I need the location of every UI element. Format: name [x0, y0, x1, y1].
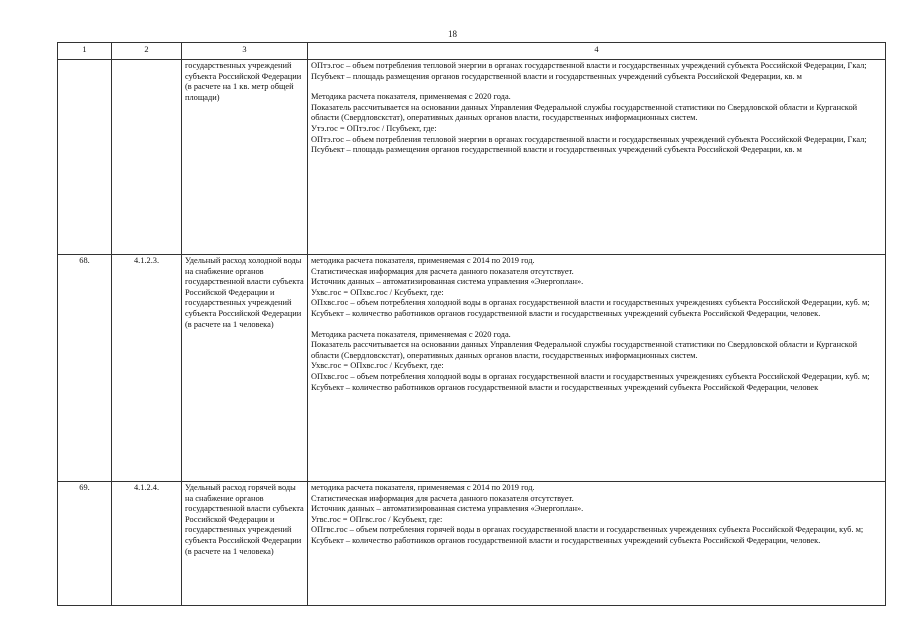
indicator-name: Удельный расход холодной воды на снабжение органов государственной власти субъекта Российской Федерации и государственных учреждений субъекта Российской Федерации (в расчете на 1 человека) — [182, 255, 308, 482]
table-row — [58, 60, 886, 255]
methodology-line: Ксубъект – количество работников органов государственной власти и государственных учреждений субъекта Российской Федерации, человек. — [311, 308, 821, 318]
methodology-line: методика расчета показателя, применяемая с 2014 по 2019 год. — [311, 483, 535, 492]
row-code — [112, 60, 182, 255]
methodology-line: Ухвс.гос = ОПхвс.гос / Ксубъект, где: — [311, 361, 444, 371]
methodology-line: методика расчета показателя, применяемая с 2014 по 2019 год. — [311, 256, 535, 265]
methodology-line: Источник данных – автоматизированная система управления «Энергоплан». — [311, 277, 584, 287]
methodology-line: Источник данных – автоматизированная система управления «Энергоплан». — [311, 504, 584, 514]
table-header-row — [58, 43, 886, 60]
indicator-name: Удельный расход горячей воды на снабжение органов государственной власти субъекта Российской Федерации и государственных учреждений субъекта Российской Федерации (в расчете на 1 человека) — [182, 482, 308, 606]
page-number: 18 — [448, 29, 457, 39]
methodology-line: Утэ.гос = ОПтэ.гос / Псубъект, где: — [311, 123, 437, 133]
row-number: 68. — [58, 255, 112, 482]
methodology-line: ОПхвс.гос – объем потребления холодной воды в органах государственной власти и государственных учреждениях субъекта Российской Федерации, куб. м; — [311, 298, 870, 308]
methodology-line: Методика расчета показателя, применяемая с 2020 года. — [311, 329, 511, 339]
table-row — [58, 482, 886, 606]
methodology-line: Псубъект – площадь размещения органов государственной власти и государственных учреждений субъекта Российской Федерации, кв. м — [311, 71, 802, 81]
table-row — [58, 255, 886, 482]
column-header: 3 — [182, 43, 308, 60]
methodology-line: Методика расчета показателя, применяемая с 2020 года. — [311, 92, 511, 102]
methodology-line: Статистическая информация для расчета данного показателя отсутствует. — [311, 266, 574, 276]
methodology-cell — [308, 60, 886, 255]
row-code: 4.1.2.4. — [112, 482, 182, 606]
row-code: 4.1.2.3. — [112, 255, 182, 482]
column-header: 1 — [58, 43, 112, 60]
methodology-line: Ухвс.гос = ОПхвс.гос / Ксубъект, где: — [311, 287, 444, 297]
indicators-table — [57, 42, 886, 606]
methodology-line: ОПхвс.гос – объем потребления холодной воды в органах государственной власти и государственных учреждениях субъекта Российской Федерации, куб. м; — [311, 371, 870, 381]
indicator-name: государственных учреждений субъекта Российской Федерации (в расчете на 1 кв. метр общей площади) — [182, 60, 308, 255]
methodology-line: ОПтэ.гос – объем потребления тепловой энергии в органах государственной власти и государственных учреждений субъекта Российской Федерации, Гкал; — [311, 61, 867, 70]
methodology-cell — [308, 482, 886, 606]
row-number — [58, 60, 112, 255]
methodology-line: ОПтэ.гос – объем потребления тепловой энергии в органах государственной власти и государственных учреждений субъекта Российской Федерации, Гкал; — [311, 134, 867, 144]
methodology-line: Ксубъект – количество работников органов государственной власти и государственных учреждений субъекта Российской Федерации, человек. — [311, 535, 821, 545]
methodology-line: Угвс.гос = ОПгвс.гос / Ксубъект, где: — [311, 514, 443, 524]
methodology-line: Статистическая информация для расчета данного показателя отсутствует. — [311, 493, 574, 503]
column-header: 2 — [112, 43, 182, 60]
methodology-line: Псубъект – площадь размещения органов государственной власти и государственных учреждений субъекта Российской Федерации, кв. м — [311, 145, 802, 155]
methodology-line: Ксубъект – количество работников органов государственной власти и государственных учреждений субъекта Российской Федерации, человек — [311, 382, 819, 392]
methodology-cell — [308, 255, 886, 482]
column-header: 4 — [308, 43, 886, 60]
row-number: 69. — [58, 482, 112, 606]
methodology-line: Показатель рассчитывается на основании данных Управления Федеральной службы государственной статистики по Свердловской области и Курганской области (Свердловскстат), оперативных данных органов власти, государственных информационных систем. — [311, 340, 858, 360]
methodology-line: ОПгвс.гос – объем потребления горячей воды в органах государственной власти и государственных учреждениях субъекта Российской Федерации, куб. м; — [311, 525, 864, 535]
methodology-line: Показатель рассчитывается на основании данных Управления Федеральной службы государственной статистики по Свердловской области и Курганской области (Свердловскстат), оперативных данных органов власти, государственных информационных систем. — [311, 102, 858, 123]
